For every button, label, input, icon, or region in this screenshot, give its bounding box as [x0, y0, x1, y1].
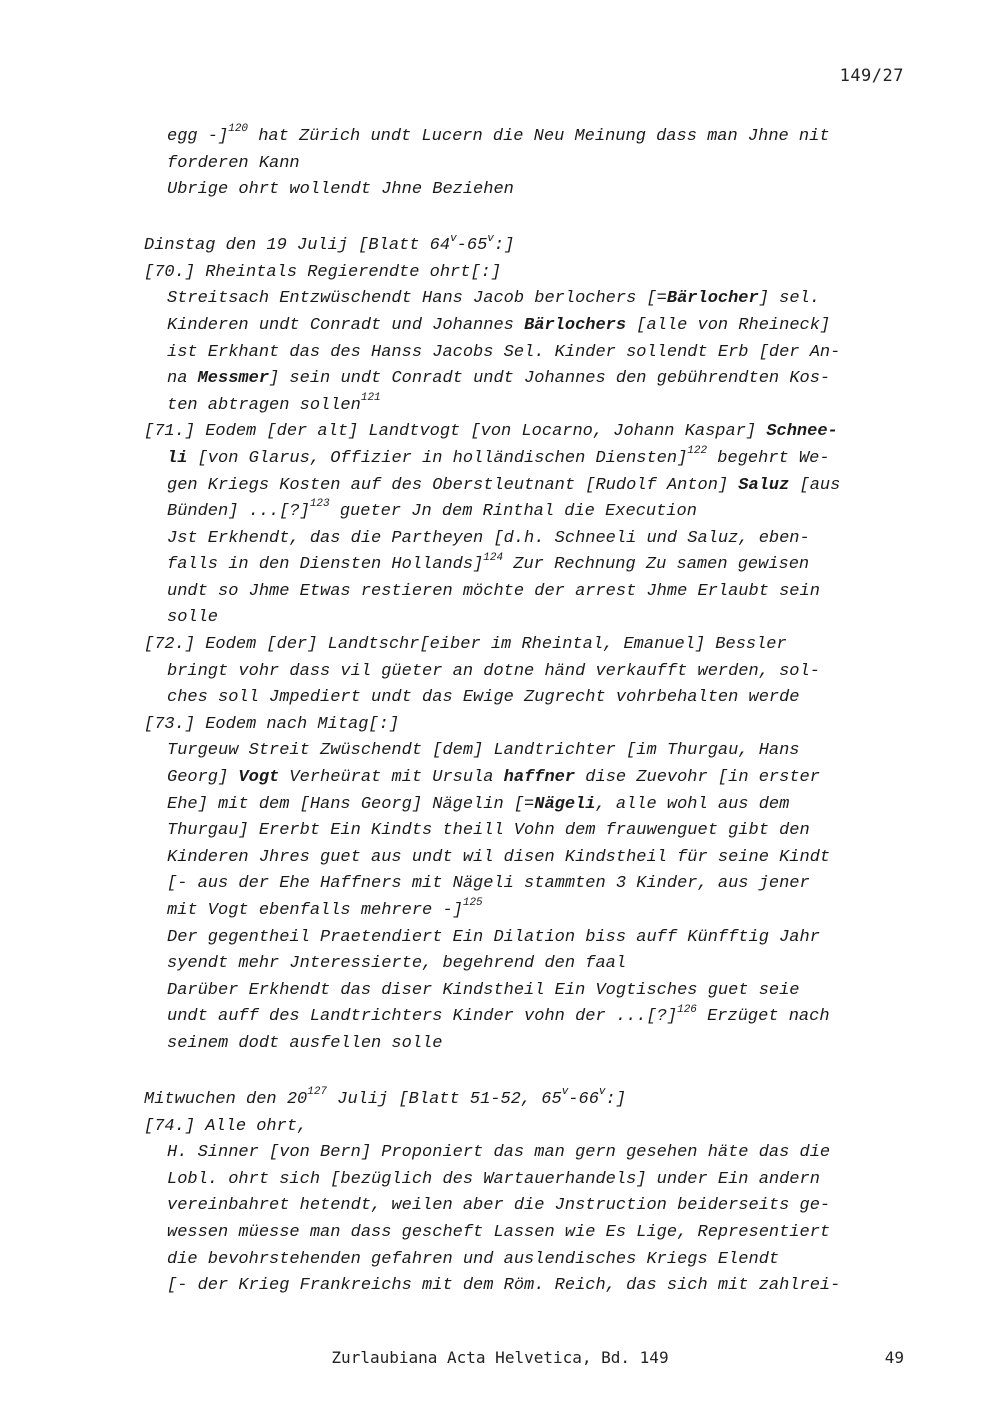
text-segment: wessen müesse man dass gescheft Lassen wie Es Lige, Representiert — [167, 1222, 831, 1242]
bold-name: Saluz — [738, 475, 790, 495]
text-segment: Ubrige ohrt wollendt Jhne Beziehen — [167, 180, 514, 200]
text-segment: na — [167, 369, 198, 389]
footnote-marker: 125 — [462, 897, 483, 910]
text-line — [0, 738, 1000, 765]
text-line — [0, 1273, 1000, 1300]
text-line — [0, 1031, 1000, 1058]
text-segment: forderen Kann — [167, 153, 300, 173]
text-line — [0, 233, 1000, 260]
blank-line — [0, 1058, 1000, 1087]
text-line — [0, 473, 1000, 500]
text-segment: [73.] Eodem nach Mitag[:] — [144, 714, 400, 734]
text-line — [0, 1140, 1000, 1167]
text-segment: Ehe] mit dem [Hans Georg] Nägelin [= — [167, 794, 535, 814]
text-segment: hat Zürich undt Lucern die Neu Meinung dass man Jhne nit — [248, 127, 830, 146]
text-line — [0, 393, 1000, 420]
text-line — [0, 177, 1000, 204]
text-line — [0, 765, 1000, 792]
text-segment: [- der Krieg Frankreichs mit dem Röm. Reich, das sich mit zahlrei- — [167, 1276, 841, 1296]
text-line — [0, 1220, 1000, 1247]
text-line — [0, 632, 1000, 659]
footnote-marker: 123 — [309, 498, 330, 511]
text-line — [0, 792, 1000, 819]
text-segment: syendt mehr Jnteressierte, begehrend den faal — [167, 954, 627, 974]
text-line — [0, 1087, 1000, 1114]
bold-name: Vogt — [238, 768, 280, 788]
text-line — [0, 286, 1000, 313]
text-line — [0, 605, 1000, 632]
text-segment: die bevohrstehenden gefahren und auslendisches Kriegs Elendt — [167, 1249, 780, 1269]
text-segment: Zur Rechnung Zu samen gewisen — [503, 555, 810, 575]
text-segment: :] — [605, 1089, 626, 1109]
text-segment: bringt vohr dass vil güeter an dotne händ verkaufft werden, sol- — [167, 661, 820, 681]
text-segment: egg -] — [167, 127, 229, 146]
text-line — [0, 340, 1000, 367]
text-line — [0, 313, 1000, 340]
text-line — [0, 1004, 1000, 1031]
text-segment: Jst Erkhendt, das die Partheyen [d.h. Schneeli und Saluz, eben- — [167, 528, 810, 548]
text-line — [0, 446, 1000, 473]
text-line — [0, 818, 1000, 845]
bold-name: Nägeli — [534, 794, 596, 814]
text-line — [0, 1247, 1000, 1274]
text-segment: Streitsach Entzwüschendt Hans Jacob berlochers [= — [167, 289, 667, 309]
text-segment: [- aus der Ehe Haffners mit Nägeli stammten 3 Kinder, aus jener — [167, 874, 810, 894]
text-segment: Turgeuw Streit Zwüschendt [dem] Landtrichter [im Thurgau, Hans — [167, 741, 800, 761]
bold-name: Bärlochers — [524, 315, 627, 335]
footnote-marker: v — [450, 232, 457, 245]
footnote-marker: 127 — [307, 1086, 328, 1099]
text-line — [0, 552, 1000, 579]
text-line — [0, 845, 1000, 872]
text-line — [0, 898, 1000, 925]
text-segment: Thurgau] Ererbt Ein Kindts theill Vohn dem frauwenguet gibt den — [167, 821, 810, 841]
text-segment: Erzüget nach — [696, 1007, 830, 1027]
text-line — [0, 1193, 1000, 1220]
text-segment: Lobl. ohrt sich [bezüglich des Wartauerhandels] under Ein andern — [167, 1169, 820, 1189]
footnote-marker: 122 — [687, 445, 708, 458]
text-segment: Bünden] ...[?] — [167, 502, 310, 522]
text-segment: [74.] Alle ohrt, — [144, 1116, 308, 1136]
text-segment: Kinderen Jhres guet aus undt wil disen Kindstheil für seine Kindt — [167, 847, 831, 867]
bold-name: Bärlocher — [666, 289, 759, 309]
text-line — [0, 499, 1000, 526]
footnote-marker: 120 — [228, 123, 249, 136]
text-segment: Julij [Blatt 51-52, 65 — [327, 1089, 562, 1109]
text-segment: :] — [493, 236, 515, 256]
text-segment: ] sein undt Conradt undt Johannes den gebührendten Kos- — [269, 369, 831, 389]
blank-line — [0, 204, 1000, 233]
text-segment: mit Vogt ebenfalls mehrere -] — [167, 901, 463, 921]
text-line — [0, 951, 1000, 978]
bold-name: Schnee- — [766, 422, 838, 442]
text-segment: [72.] Eodem [der] Landtschr[eiber im Rheintal, Emanuel] Bessler — [144, 635, 787, 655]
text-segment: -66 — [568, 1089, 599, 1109]
text-line — [0, 579, 1000, 606]
footnote-marker: v — [487, 232, 494, 245]
text-line — [0, 1167, 1000, 1194]
text-segment: undt auff des Landtrichters Kinder vohn der ...[?] — [167, 1007, 678, 1027]
text-segment: Der gegentheil Praetendiert Ein Dilation biss auff Künfftig Jahr — [167, 927, 820, 947]
text-segment: Dinstag den 19 Julij [Blatt 64 — [144, 236, 451, 256]
text-segment: , alle wohl aus dem — [595, 794, 790, 814]
footnote-marker: 124 — [483, 551, 504, 564]
text-segment: ches soll Jmpediert undt das Ewige Zugrecht vohrbehalten werde — [167, 688, 800, 708]
text-line — [0, 419, 1000, 446]
text-segment: vereinbahret hetendt, weilen aber die Jnstruction beiderseits ge- — [167, 1196, 831, 1216]
text-segment: seinem dodt ausfellen solle — [167, 1033, 443, 1053]
footnote-marker: 126 — [677, 1003, 697, 1016]
text-line — [0, 659, 1000, 686]
footnote-marker: 121 — [360, 392, 381, 405]
text-line — [0, 124, 1000, 151]
text-segment: ist Erkhant das des Hanss Jacobs Sel. Kinder sollendt Erb [der An- — [167, 342, 841, 362]
text-segment: [70.] Rheintals Regierendte ohrt[:] — [144, 262, 502, 282]
text-line — [0, 871, 1000, 898]
text-segment: Kinderen undt Conradt und Johannes — [167, 315, 525, 335]
text-line — [0, 526, 1000, 553]
text-segment: dise Zuevohr [in erster — [575, 768, 820, 788]
header-page-reference: 149/27 — [839, 66, 904, 86]
bold-name: li — [167, 448, 188, 468]
text-segment: begehrt We- — [707, 448, 830, 468]
text-line — [0, 151, 1000, 178]
footer-page-number: 49 — [884, 1348, 904, 1367]
footnote-marker: v — [561, 1086, 569, 1099]
footer-publication-title: Zurlaubiana Acta Helvetica, Bd. 149 — [331, 1348, 669, 1367]
bold-name: Messmer — [197, 369, 270, 389]
text-segment: Darüber Erkhendt das diser Kindstheil Ein Vogtisches guet seie — [167, 980, 800, 1000]
bold-name: haffner — [503, 768, 576, 788]
text-segment: Georg] — [167, 768, 239, 788]
text-line — [0, 978, 1000, 1005]
text-line — [0, 925, 1000, 952]
text-segment: [alle von Rheineck] — [626, 315, 831, 335]
text-segment: gueter Jn dem Rinthal die Execution — [329, 502, 697, 522]
footnote-marker: v — [598, 1086, 606, 1099]
text-segment: [71.] Eodem [der alt] Landtvogt [von Locarno, Johann Kaspar] — [144, 422, 767, 442]
text-line — [0, 685, 1000, 712]
text-line — [0, 366, 1000, 393]
document-body — [0, 124, 1000, 1300]
text-line — [0, 1114, 1000, 1141]
text-segment: Verheürat mit Ursula — [279, 768, 504, 788]
text-line — [0, 260, 1000, 287]
text-segment: Mitwuchen den 20 — [144, 1089, 308, 1109]
text-segment: falls in den Diensten Hollands] — [167, 555, 484, 575]
text-segment: ] sel. — [758, 289, 820, 309]
text-segment: H. Sinner [von Bern] Proponiert das man gern gesehen häte das die — [167, 1143, 831, 1163]
text-segment: gen Kriegs Kosten auf des Oberstleutnant [Rudolf Anton] — [167, 475, 739, 495]
text-line — [0, 712, 1000, 739]
text-segment: -65 — [456, 236, 488, 256]
text-segment: [aus — [789, 475, 841, 495]
text-segment: solle — [167, 608, 219, 628]
text-segment: ten abtragen sollen — [167, 395, 361, 415]
text-segment: undt so Jhme Etwas restieren möchte der arrest Jhme Erlaubt sein — [167, 581, 820, 601]
text-segment: [von Glarus, Offizier in holländischen Diensten] — [187, 448, 688, 468]
